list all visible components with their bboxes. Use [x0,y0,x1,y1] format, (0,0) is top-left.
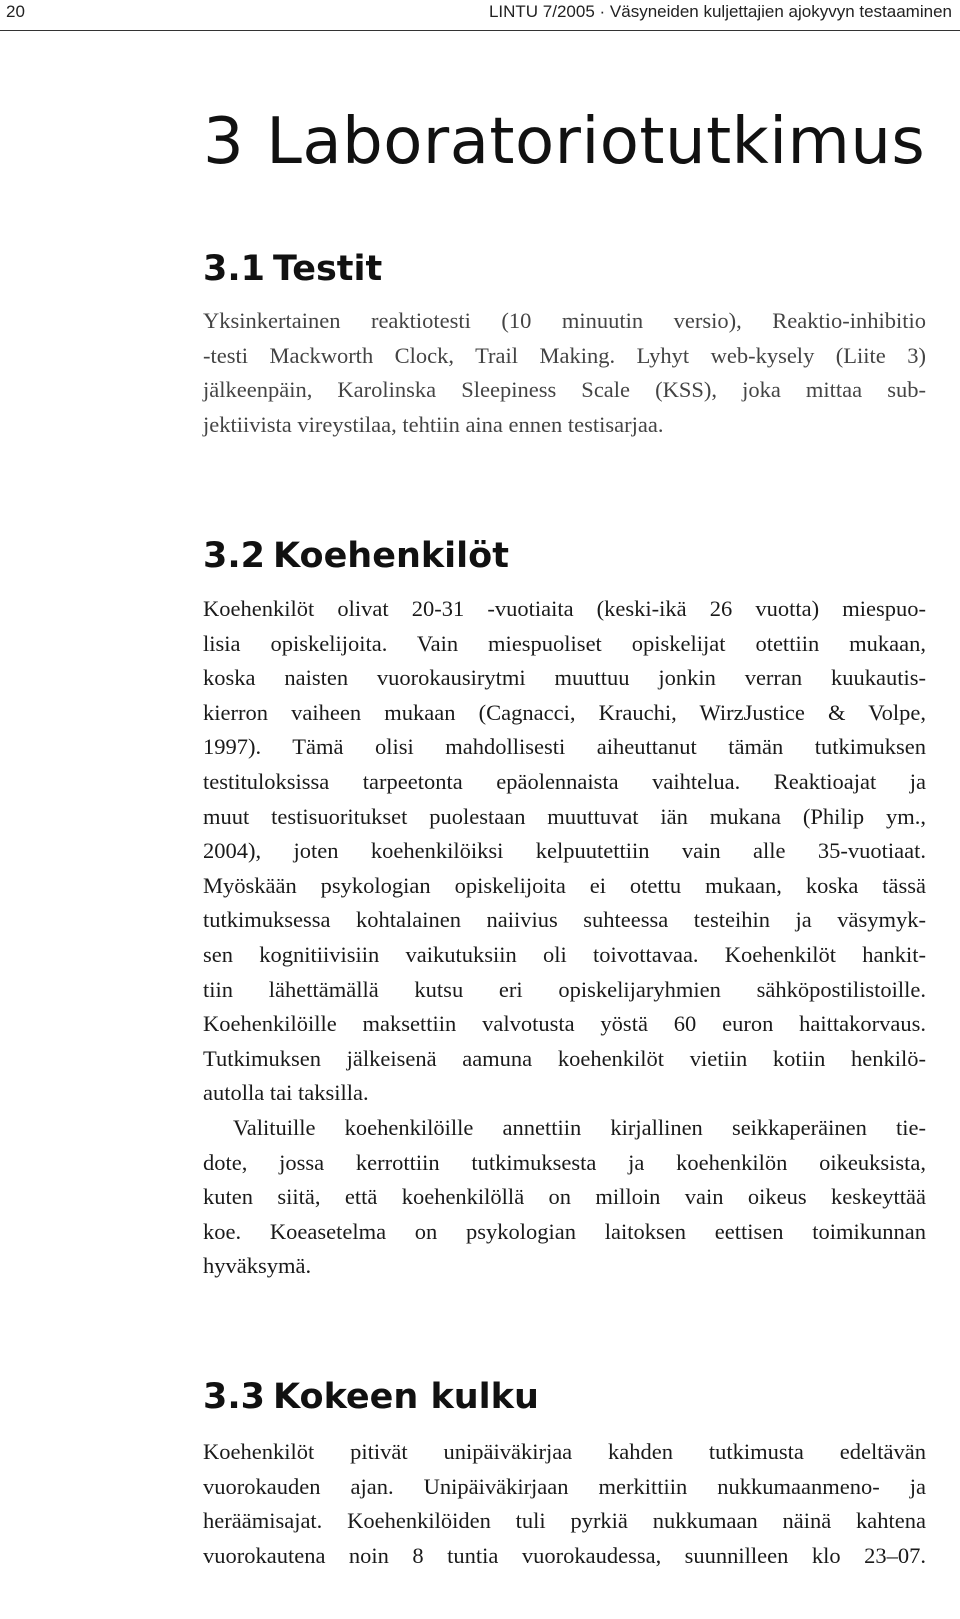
text-line: 2004), joten koehenkilöiksi kelpuutettiin vain alle 35-vuotiaat. [203,838,926,864]
text-line: vuorokauden ajan. Unipäiväkirjaan merkittiin nukkumaanmeno- ja [203,1473,926,1499]
section-title-koehenkilot [203,536,509,576]
text-line: Tutkimuksen jälkeisenä aamuna koehenkilöt vietiin kotiin henkilö- [203,1045,926,1071]
text-line: tutkimuksessa kohtalainen naiivius suhteessa testeihin ja väsymyk- [203,907,926,933]
text-line: heräämisajat. Koehenkilöiden tuli pyrkiä nukkumaan näinä kahtena [203,1508,926,1534]
text-line: sen kognitiivisiin vaikutuksiin oli toivottavaa. Koehenkilöt hankit- [203,941,926,967]
text-line: testituloksissa tarpeetonta epäolennaista vaihtelua. Reaktioajat ja [203,768,926,794]
section-number: 3.2 [203,536,266,576]
text-line: vuorokautena noin 8 tuntia vuorokaudessa, suunnilleen klo 23–07. [203,1542,926,1568]
text-line: Koehenkilöille maksettiin valvotusta yöstä 60 euron haittakorvaus. [203,1011,926,1037]
text-line: lisia opiskelijoita. Vain miespuoliset opiskelijat otettiin mukaan, [203,630,926,656]
section-title-text: Kokeen kulku [273,1377,539,1417]
paragraph-koehenkilot-1 [203,592,926,1111]
text-line: kuten siitä, että koehenkilöllä on milloin vain oikeus keskeyttää [203,1184,926,1210]
chapter-title [203,105,926,179]
text-line: autolla tai taksilla. [203,1080,369,1106]
running-header [0,0,960,31]
section-title-testit [203,249,383,289]
paragraph-kokeen-kulku [203,1435,926,1573]
section-number: 3.1 [203,249,266,289]
section-title-text: Testit [273,249,383,289]
text-line: Valituille koehenkilöille annettiin kirjallinen seikkaperäinen tie- [233,1115,926,1140]
text-line: koska naisten vuorokausirytmi muuttuu jonkin verran kuukautis- [203,665,926,691]
text-line: tiin lähettämällä kutsu eri opiskelijaryhmien sähköpostilistoille. [203,976,926,1002]
section-title-kokeen-kulku [203,1377,539,1417]
paragraph-koehenkilot-2 [203,1111,926,1284]
chapter-title-text: Laboratoriotutkimus [266,105,926,179]
text-line: Yksinkertainen reaktiotesti (10 minuutin versio), Reaktio-inhibitio [203,308,926,333]
text-line: jektiivista vireystilaa, tehtiin aina ennen testisarjaa. [203,411,664,437]
text-line: jälkeenpäin, Karolinska Sleepiness Scale (KSS), joka mittaa sub- [203,377,926,403]
text-line: kierron vaiheen mukaan (Cagnacci, Krauchi, WirzJustice & Volpe, [203,699,926,725]
text-line: dote, jossa kerrottiin tutkimuksesta ja koehenkilön oikeuksista, [203,1149,926,1175]
section-title-text: Koehenkilöt [273,536,509,576]
text-line: Myöskään psykologian opiskelijoita ei otettu mukaan, koska tässä [203,872,926,898]
paragraph-testit [203,304,926,442]
running-title: LINTU 7/2005 · Väsyneiden kuljettajien ajokyvyn testaaminen [488,2,952,21]
text-line: Koehenkilöt pitivät unipäiväkirjaa kahden tutkimusta edeltävän [203,1439,926,1464]
text-line: -testi Mackworth Clock, Trail Making. Lyhyt web-kysely (Liite 3) [203,342,926,368]
page-number: 20 [6,2,25,21]
chapter-number: 3 [203,105,245,179]
text-line: hyväksymä. [203,1253,312,1279]
text-line: muut testisuoritukset puolestaan muuttuvat iän mukana (Philip ym., [203,803,926,829]
text-line: 1997). Tämä olisi mahdollisesti aiheuttanut tämän tutkimuksen [203,734,926,760]
text-line: koe. Koeasetelma on psykologian laitoksen eettisen toimikunnan [203,1218,926,1244]
section-number: 3.3 [203,1377,266,1417]
text-line: Koehenkilöt olivat 20-31 -vuotiaita (keski-ikä 26 vuotta) miespuo- [203,596,926,621]
